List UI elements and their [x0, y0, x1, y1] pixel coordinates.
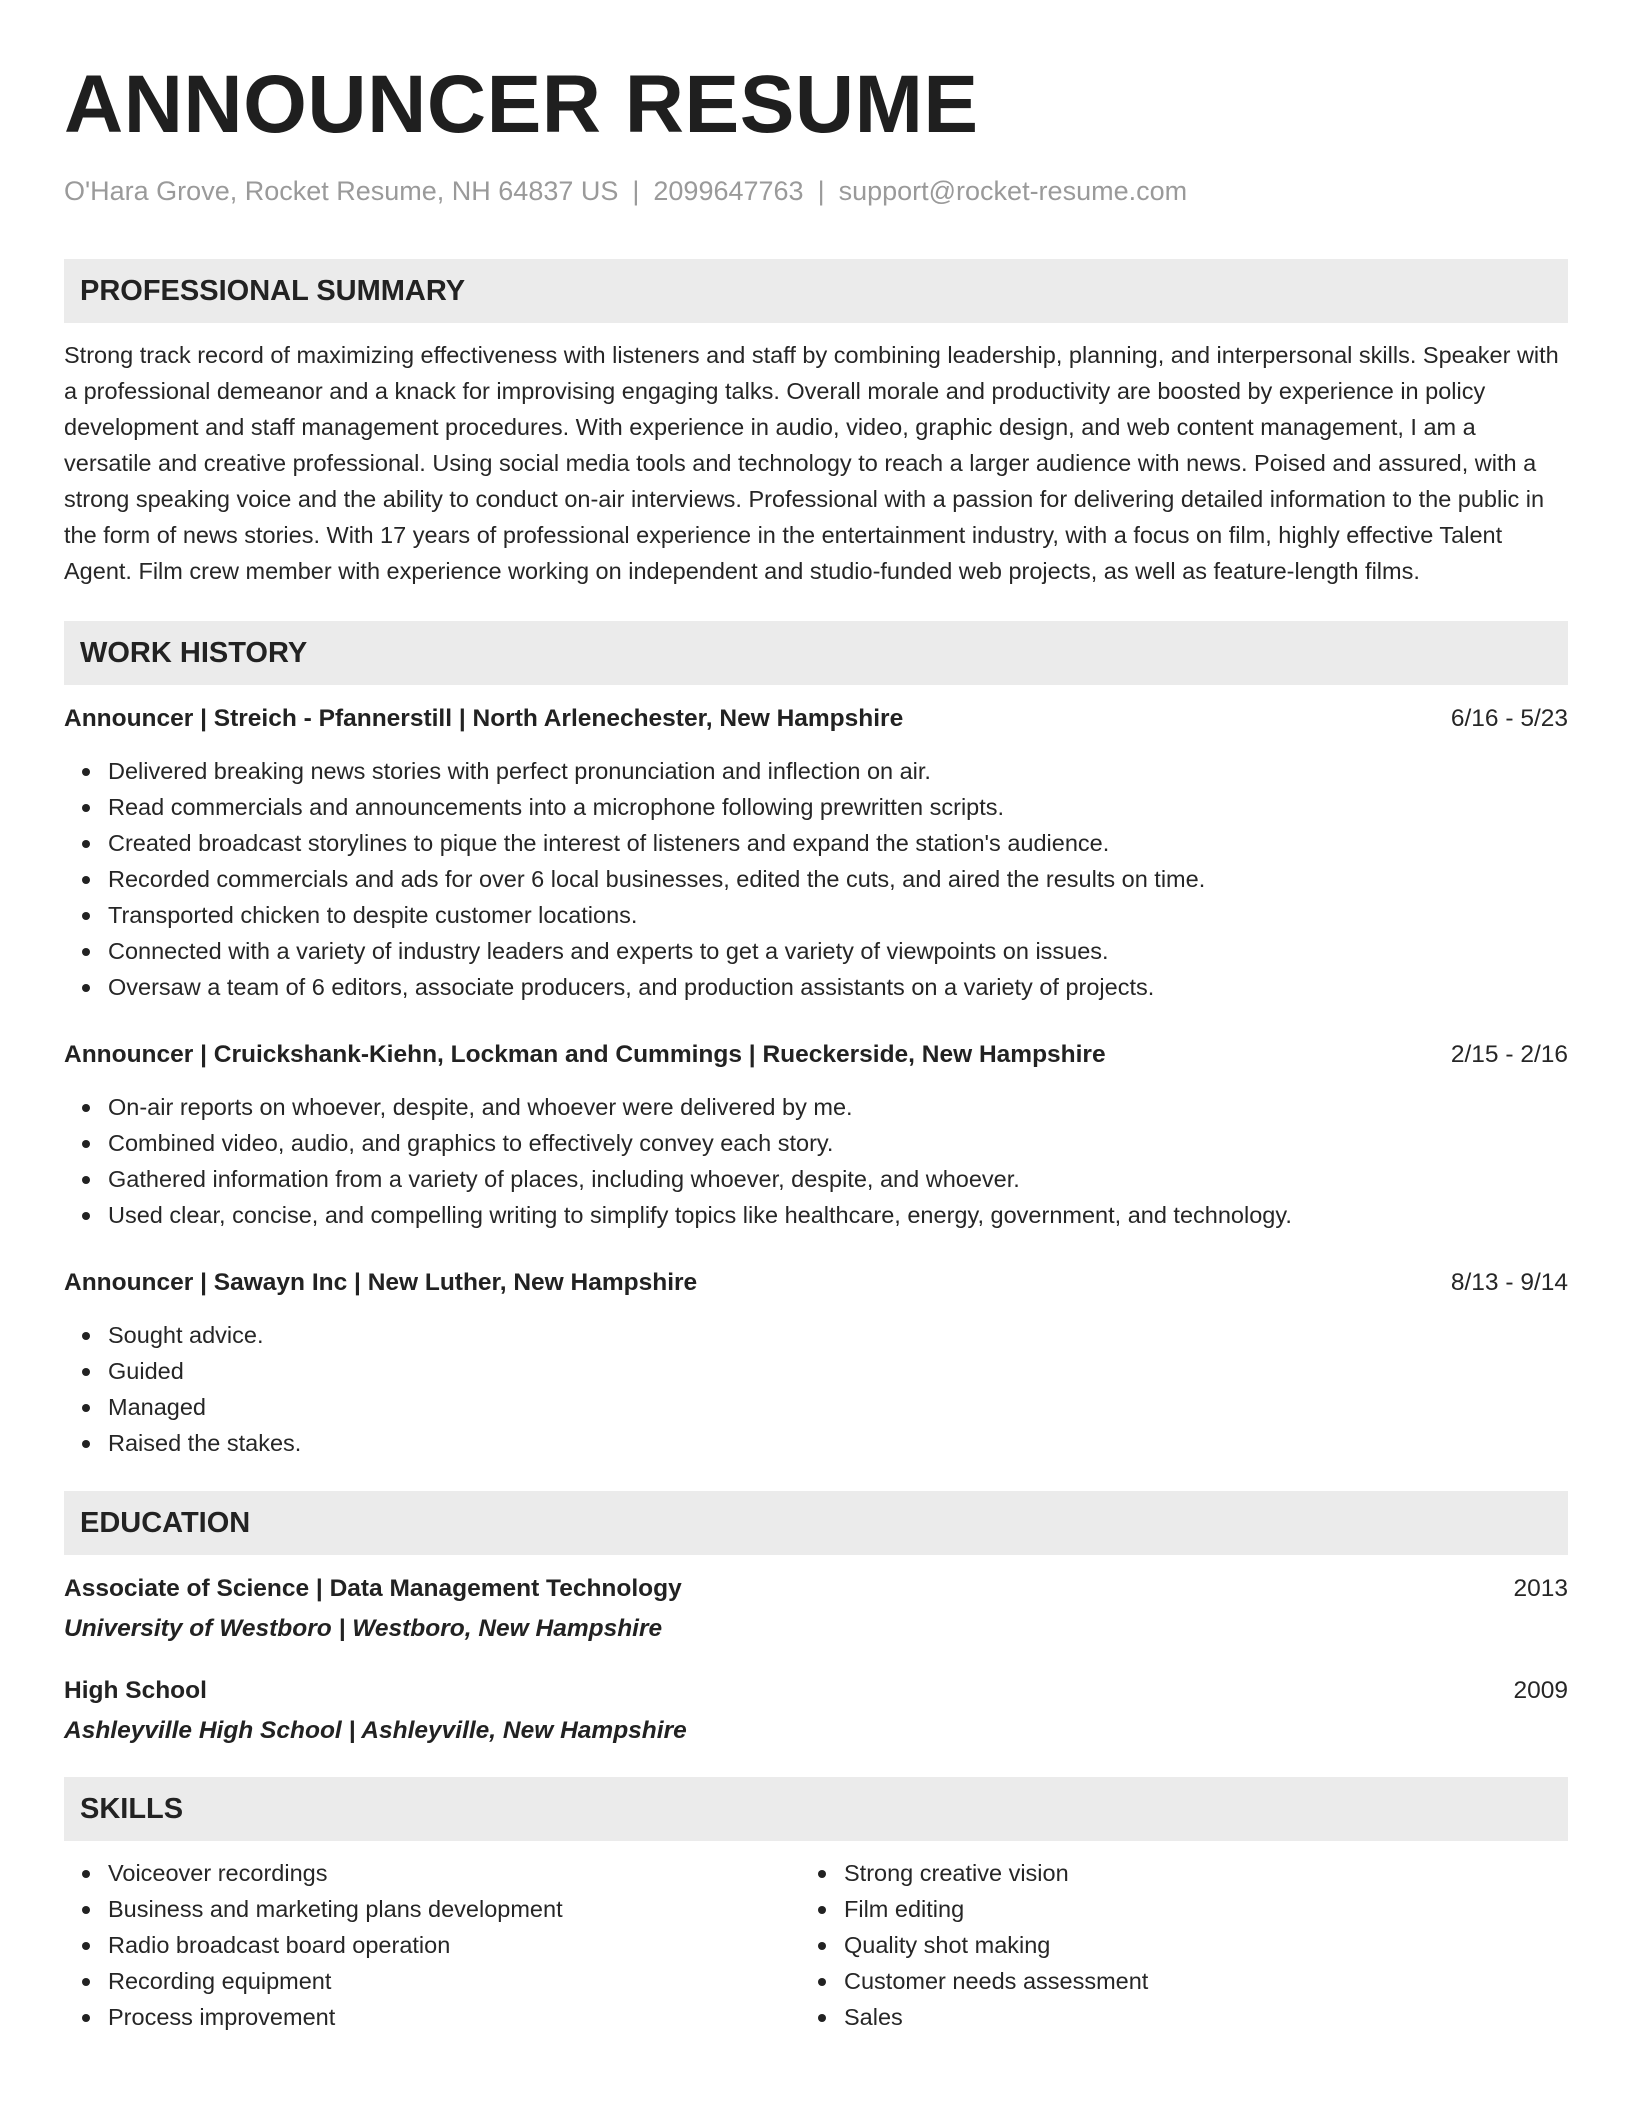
job-bullet: Transported chicken to despite customer locations.	[108, 897, 1568, 933]
skill-item: Radio broadcast board operation	[108, 1927, 800, 1963]
job-bullet-list	[64, 1089, 1568, 1233]
job-title: Announcer | Sawayn Inc | New Luther, New Hampshire	[64, 1269, 698, 1296]
contact-address: O'Hara Grove, Rocket Resume, NH 64837 US	[64, 176, 619, 206]
job-bullet-list	[64, 1317, 1568, 1461]
contact-separator: |	[632, 176, 640, 206]
job-header	[64, 1267, 1568, 1299]
job-bullet: Used clear, concise, and compelling writing to simplify topics like healthcare, energy, government, and technology.	[108, 1197, 1568, 1233]
skill-item: Sales	[844, 1999, 1536, 2035]
job-header	[64, 703, 1568, 735]
section-header-skills: SKILLS	[64, 1777, 1568, 1841]
section-header-summary: PROFESSIONAL SUMMARY	[64, 259, 1568, 323]
job-bullet: Raised the stakes.	[108, 1425, 1568, 1461]
skill-item: Voiceover recordings	[108, 1855, 800, 1891]
job-bullet: Connected with a variety of industry leaders and experts to get a variety of viewpoints on issues.	[108, 933, 1568, 969]
contact-line	[64, 176, 1568, 207]
skill-item: Customer needs assessment	[844, 1963, 1536, 1999]
contact-separator: |	[817, 176, 825, 206]
job-bullet: On-air reports on whoever, despite, and whoever were delivered by me.	[108, 1089, 1568, 1125]
skill-item: Strong creative vision	[844, 1855, 1536, 1891]
job-entry	[64, 703, 1568, 1005]
job-dates: 6/16 - 5/23	[1450, 705, 1568, 732]
job-dates: 8/13 - 9/14	[1450, 1269, 1568, 1296]
job-bullet: Recorded commercials and ads for over 6 local businesses, edited the cuts, and aired the results on time.	[108, 861, 1568, 897]
skills-column-right	[800, 1855, 1536, 2035]
job-bullet: Oversaw a team of 6 editors, associate producers, and production assistants on a variety of projects.	[108, 969, 1568, 1005]
education-entry	[64, 1573, 1568, 1645]
education-year: 2009	[1513, 1677, 1568, 1704]
skills-list	[800, 1855, 1536, 2035]
job-entry	[64, 1039, 1568, 1233]
job-bullet: Delivered breaking news stories with perfect pronunciation and inflection on air.	[108, 753, 1568, 789]
education-year: 2013	[1513, 1575, 1568, 1602]
job-bullet-list	[64, 753, 1568, 1005]
skill-item: Business and marketing plans development	[108, 1891, 800, 1927]
job-bullet: Combined video, audio, and graphics to effectively convey each story.	[108, 1125, 1568, 1161]
job-bullet: Managed	[108, 1389, 1568, 1425]
job-bullet: Gathered information from a variety of places, including whoever, despite, and whoever.	[108, 1161, 1568, 1197]
contact-phone: 2099647763	[653, 176, 804, 206]
section-header-education: EDUCATION	[64, 1491, 1568, 1555]
education-school: Ashleyville High School | Ashleyville, New Hampshire	[64, 1717, 687, 1744]
education-degree: High School	[64, 1677, 207, 1704]
summary-text: Strong track record of maximizing effectiveness with listeners and staff by combining leadership, planning, and interpersonal skills. Speaker with a professional demeanor and a knack for improvising engaging talks. Overall morale and productivity are boosted by experience in policy development and staff management procedures. With experience in audio, video, graphic design, and web content management, I am a versatile and creative professional. Using social media tools and technology to reach a larger audience with news. Poised and assured, with a strong speaking voice and the ability to conduct on-air interviews. Professional with a passion for delivering detailed information to the public in the form of news stories. With 17 years of professional experience in the entertainment industry, with a focus on film, highly effective Talent Agent. Film crew member with experience working on independent and studio-funded web projects, as well as feature-length films.	[64, 342, 1559, 584]
section-header-work-history: WORK HISTORY	[64, 621, 1568, 685]
skill-item: Film editing	[844, 1891, 1536, 1927]
skills-column-left	[64, 1855, 800, 2035]
education-header	[64, 1675, 1568, 1707]
job-dates: 2/15 - 2/16	[1450, 1041, 1568, 1068]
job-title: Announcer | Streich - Pfannerstill | North Arlenechester, New Hampshire	[64, 705, 904, 732]
resume-title: ANNOUNCER RESUME	[64, 59, 979, 150]
education-school: University of Westboro | Westboro, New Hampshire	[64, 1615, 663, 1642]
job-title: Announcer | Cruickshank-Kiehn, Lockman and Cummings | Rueckerside, New Hampshire	[64, 1041, 1106, 1068]
skill-item: Process improvement	[108, 1999, 800, 2035]
skill-item: Recording equipment	[108, 1963, 800, 1999]
job-bullet: Sought advice.	[108, 1317, 1568, 1353]
skills-grid	[64, 1855, 1568, 2035]
job-bullet: Created broadcast storylines to pique the interest of listeners and expand the station's audience.	[108, 825, 1568, 861]
contact-email: support@rocket-resume.com	[838, 176, 1188, 206]
job-entry	[64, 1267, 1568, 1461]
skills-list	[64, 1855, 800, 2035]
job-bullet: Read commercials and announcements into a microphone following prewritten scripts.	[108, 789, 1568, 825]
job-header	[64, 1039, 1568, 1071]
job-bullet: Guided	[108, 1353, 1568, 1389]
skill-item: Quality shot making	[844, 1927, 1536, 1963]
education-entry	[64, 1675, 1568, 1747]
education-header	[64, 1573, 1568, 1605]
education-degree: Associate of Science | Data Management Technology	[64, 1575, 682, 1602]
